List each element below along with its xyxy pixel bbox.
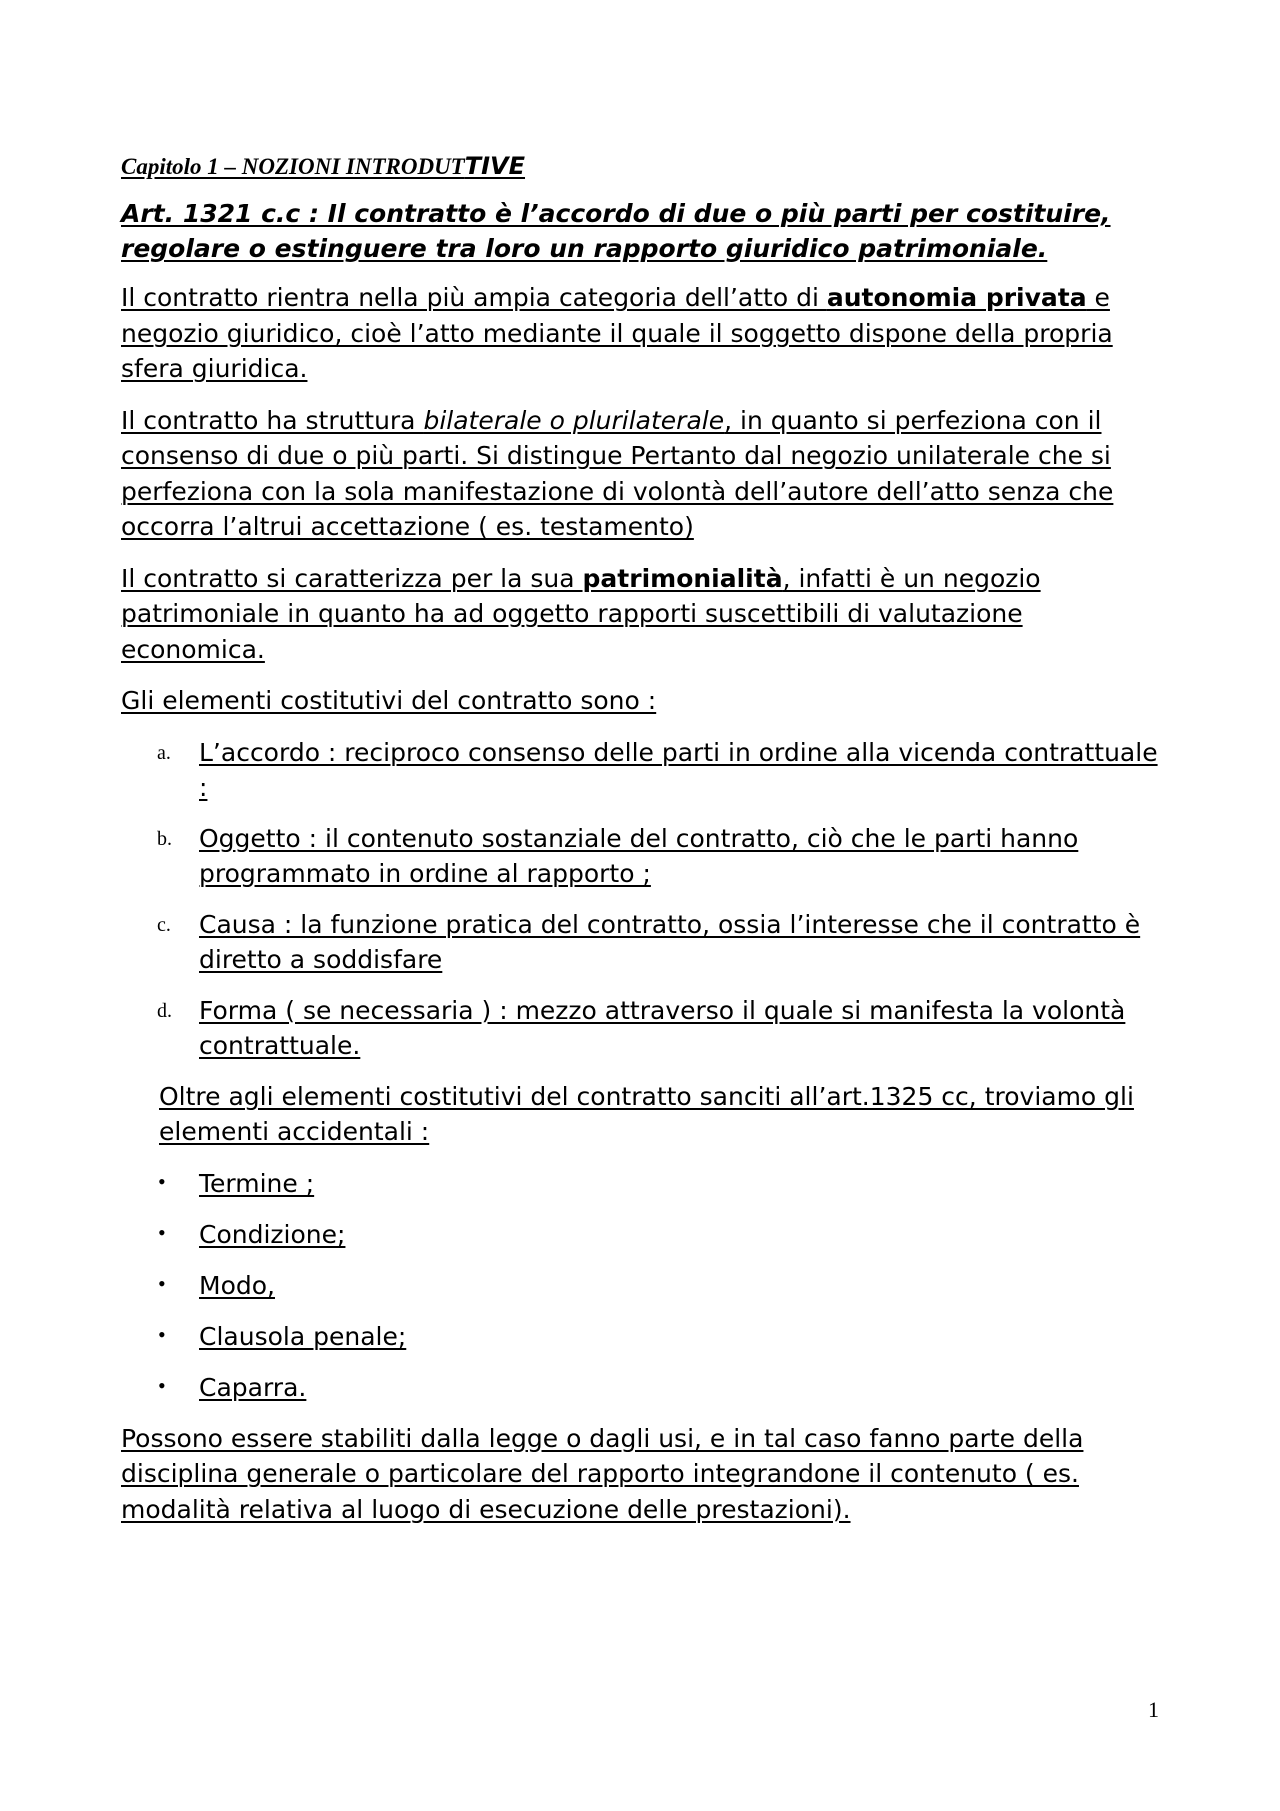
list-item: d. Forma ( se necessaria ) : mezzo attraverso il quale si manifesta la volontà contrattuale. — [157, 995, 1126, 1060]
paragraph-patrimonialita: Il contratto si caratterizza per la sua patrimonialità, infatti è un negozio patrimoniale in quanto ha ad oggetto rapporti suscettibili di valutazione economica. — [121, 563, 1041, 664]
paragraph-autonomia: Il contratto rientra nella più ampia categoria dell’atto di autonomia privata e negozio giuridico, cioè l’atto mediante il quale il soggetto dispone della propria sfera giuridica. — [121, 283, 1113, 383]
elements-list — [121, 735, 1170, 1063]
accidental-intro: Oltre agli elementi costitutivi del contratto sanciti all’art.1325 cc, troviamo gli elementi accidentali : — [159, 1081, 1134, 1146]
elements-intro: Gli elementi costitutivi del contratto sono : — [121, 686, 657, 715]
list-item: a. L’accordo : reciproco consenso delle parti in ordine alla vicenda contrattuale : — [157, 737, 1158, 802]
closing-paragraph: Possono essere stabiliti dalla legge o dagli usi, e in tal caso fanno parte della disciplina generale o particolare del rapporto integrandone il contenuto ( es. modalità relativa al luogo di esecuzione delle prestazioni). — [121, 1423, 1084, 1524]
list-item: • Termine ; — [158, 1168, 315, 1198]
list-item: • Condizione; — [158, 1219, 346, 1249]
list-item: c. Causa : la funzione pratica del contratto, ossia l’interesse che il contratto è diretto a soddisfare — [157, 909, 1141, 974]
list-item: • Caparra. — [158, 1372, 307, 1402]
page-number: 1 — [1148, 1697, 1159, 1722]
accidental-list — [121, 1166, 1170, 1405]
chapter-title: Capitolo 1 – NOZIONI INTRODUTTIVE — [121, 152, 526, 180]
article-definition: Art. 1321 c.c : Il contratto è l’accordo di due o più parti per costituire, regolare o estinguere tra loro un rapporto giuridico patrimoniale. — [121, 199, 1111, 263]
paragraph-struttura: Il contratto ha struttura bilaterale o plurilaterale, in quanto si perfeziona con il consenso di due o più parti. Si distingue Pertanto dal negozio unilaterale che si perfeziona con la sola manifestazione di volontà dell’autore dell’atto senza che occorra l’altrui accettazione ( es. testamento) — [121, 405, 1114, 541]
list-item: • Modo, — [158, 1270, 275, 1300]
list-item: b. Oggetto : il contenuto sostanziale del contratto, ciò che le parti hanno programmato in ordine al rapporto ; — [157, 823, 1079, 888]
list-item: • Clausola penale; — [158, 1321, 407, 1351]
